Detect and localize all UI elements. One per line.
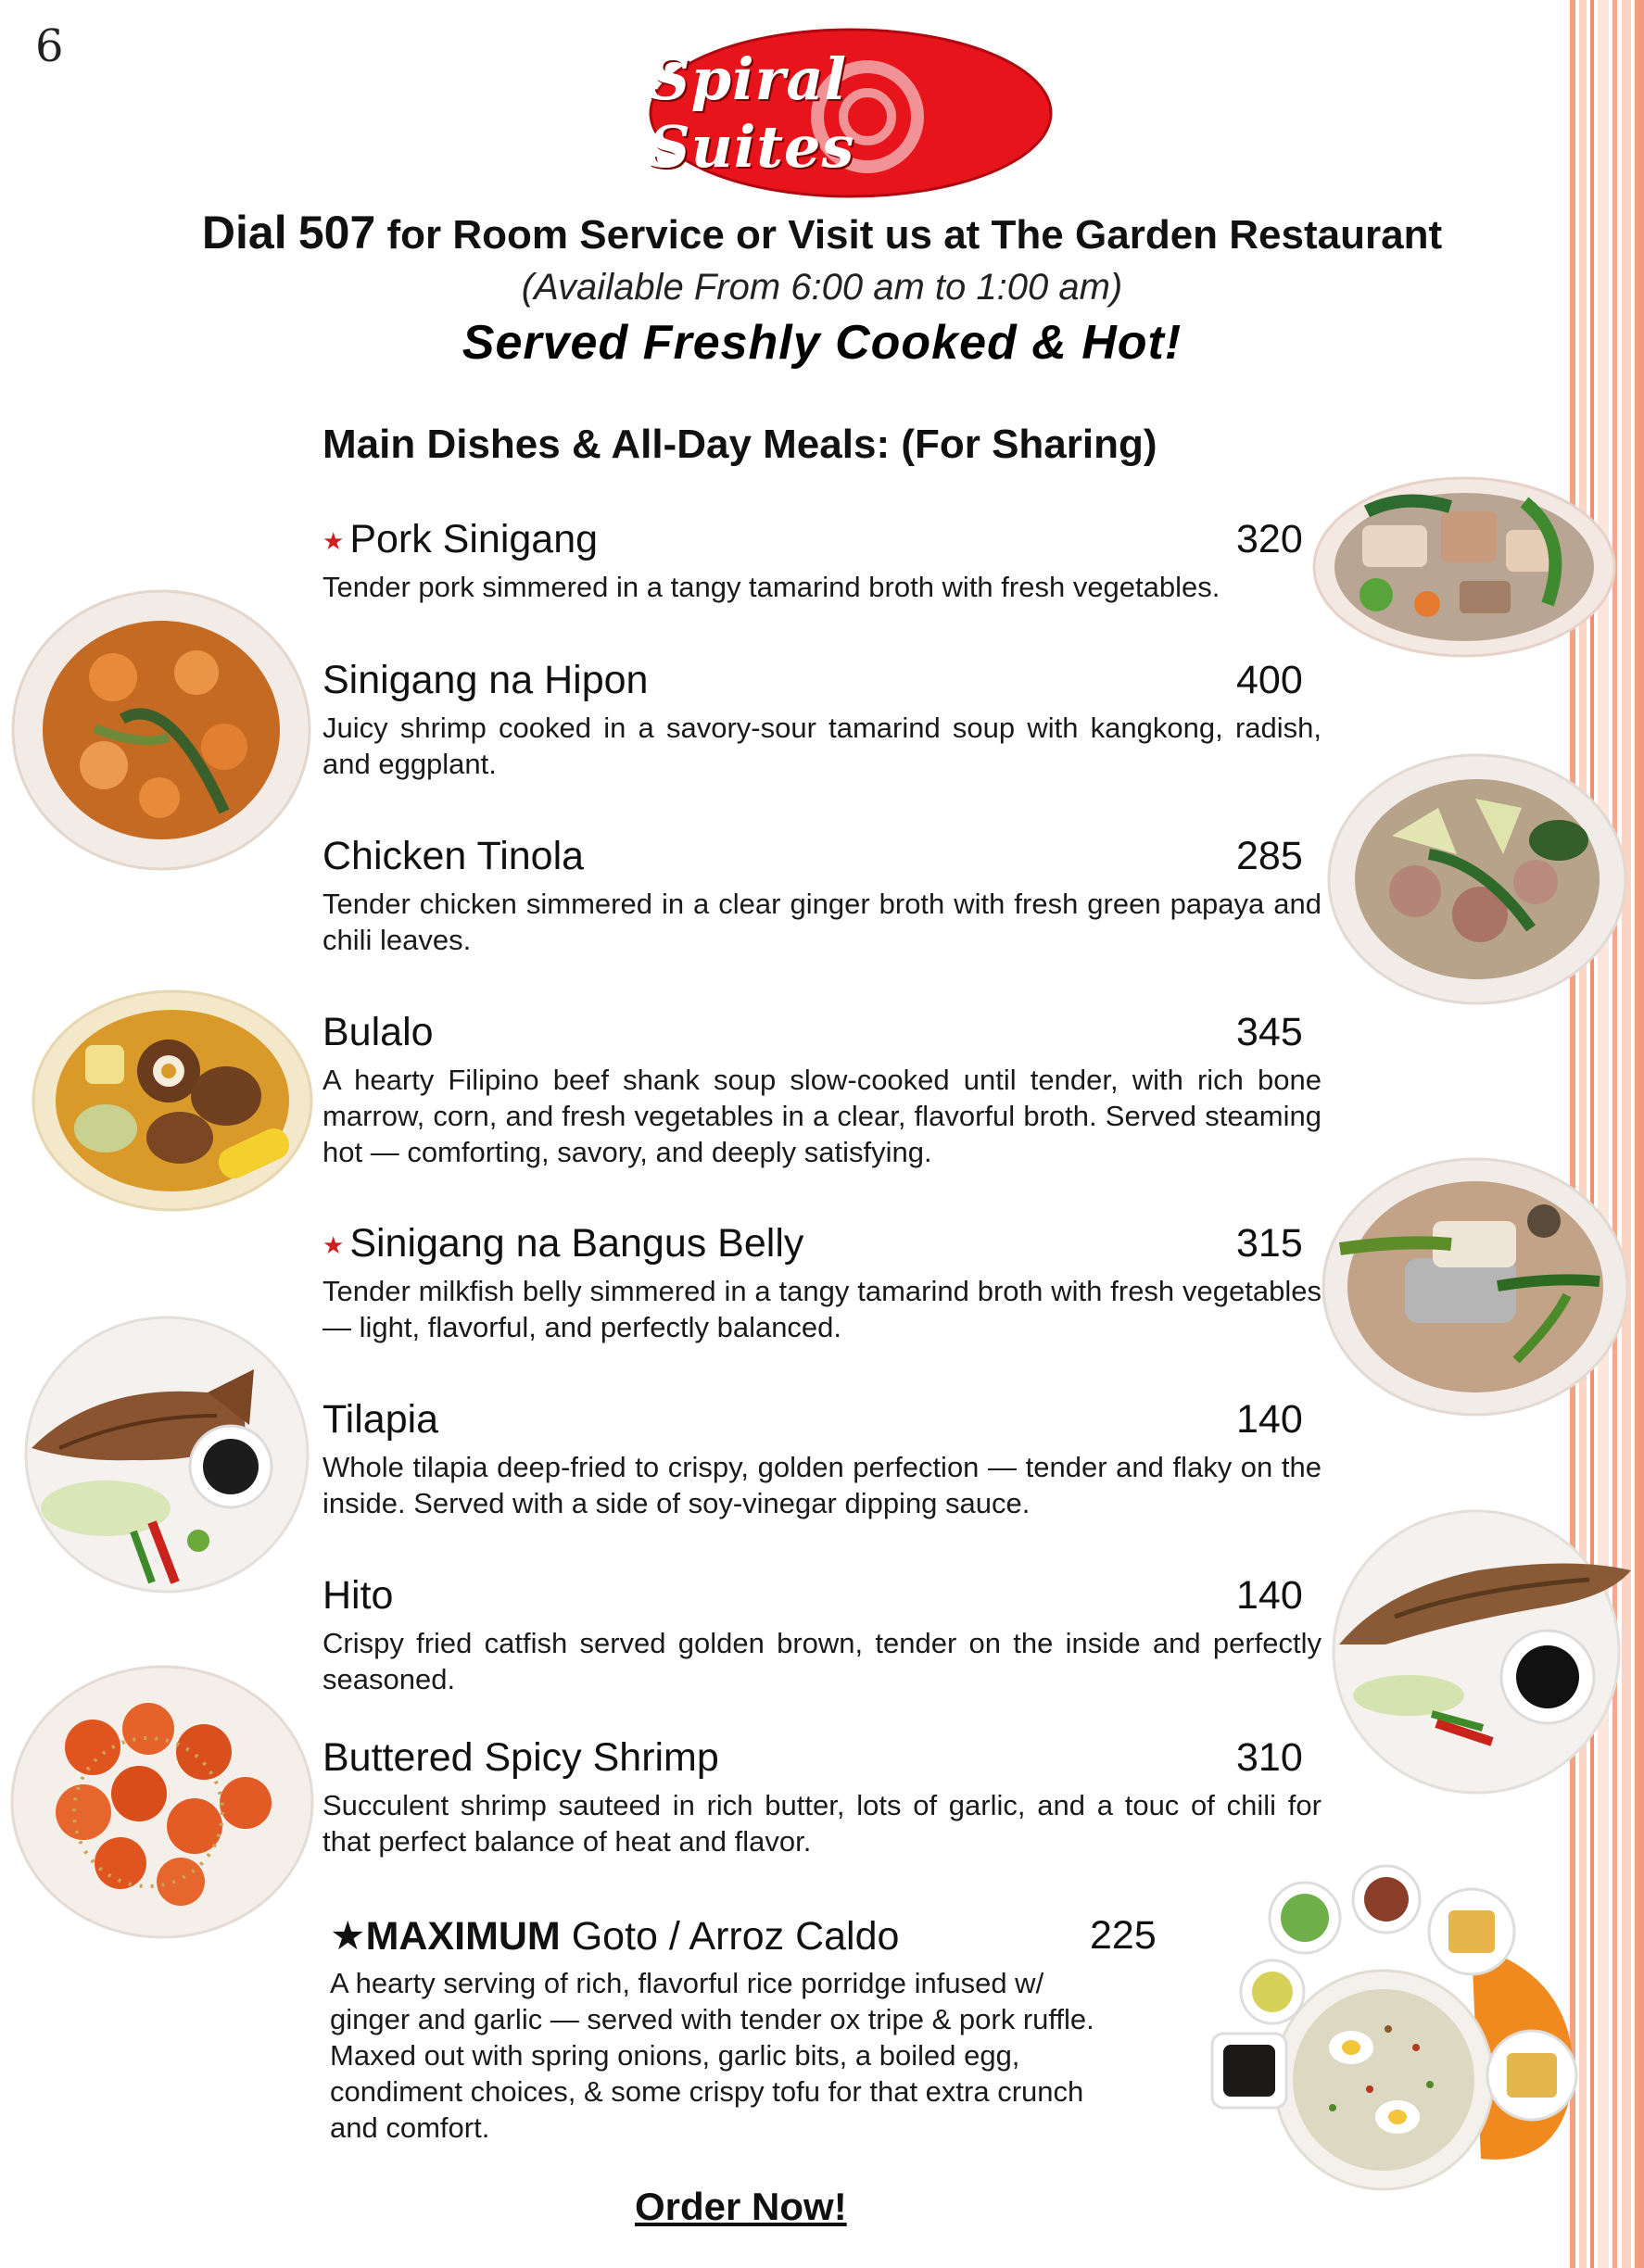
- star-icon: ★: [322, 527, 345, 556]
- item-price: 140: [1236, 1397, 1303, 1442]
- bulalo-photo: [32, 989, 314, 1212]
- item-name: Bulalo: [322, 1010, 434, 1054]
- page-number: 6: [35, 20, 64, 72]
- star-icon: ★: [322, 1231, 345, 1260]
- menu-item: [322, 517, 1323, 603]
- tagline: Served Freshly Cooked & Hot!: [462, 316, 1182, 370]
- chicken-tinola-photo: [1327, 752, 1628, 1007]
- item-price: 315: [1236, 1221, 1303, 1266]
- menu-item: [322, 1573, 1323, 1694]
- item-price: 320: [1236, 517, 1303, 561]
- item-price: 285: [1236, 834, 1303, 878]
- section-title: Main Dishes & All-Day Meals: (For Sharing): [322, 422, 1157, 467]
- tilapia-photo: [22, 1314, 311, 1596]
- item-description: Whole tilapia deep-fried to crispy, golden perfection — tender and flaky on the inside. Served with a side of soy-vinegar dipping sauce.: [322, 1451, 1322, 1519]
- item-name: ★ Pork Sinigang: [322, 517, 599, 561]
- item-price: 140: [1236, 1573, 1303, 1618]
- order-now-link[interactable]: Order Now!: [635, 2185, 847, 2228]
- item-description: A hearty serving of rich, flavorful rice porridge infused w/ ginger and garlic — served with tender ox tripe & pork ruffle. Maxed out with spring onions, garlic bits, a boiled egg, condiment choices, & some crispy tofu for that extra crunch and comfort.: [330, 1967, 1094, 2144]
- item-price: 400: [1236, 658, 1303, 702]
- item-price: 310: [1236, 1735, 1303, 1780]
- maximum-label: MAXIMUM: [365, 1914, 561, 1959]
- item-description: Tender milkfish belly simmered in a tangy tamarind broth with fresh vegetables — light, flavorful, and perfectly balanced.: [322, 1275, 1322, 1343]
- bangus-belly-photo: [1322, 1156, 1629, 1418]
- spiral-suites-logo: [649, 28, 1053, 198]
- special-item: [330, 1913, 1164, 2154]
- menu-item: [322, 834, 1323, 954]
- item-name: Buttered Spicy Shrimp: [322, 1735, 719, 1780]
- menu-item: [322, 1221, 1323, 1342]
- item-name: Chicken Tinola: [322, 834, 585, 878]
- item-description: Succulent shrimp sauteed in rich butter, lots of garlic, and a touc of chili for that perfect balance of heat and flavor.: [322, 1789, 1322, 1858]
- star-icon: ★: [330, 1914, 366, 1959]
- logo-wordmark: Spiral Suites: [649, 45, 855, 181]
- item-price: 225: [1090, 1913, 1157, 1958]
- item-price: 345: [1236, 1010, 1303, 1054]
- item-description: Tender pork simmered in a tangy tamarind broth with fresh vegetables.: [322, 571, 1220, 603]
- item-description: Juicy shrimp cooked in a savory-sour tamarind soup with kangkong, radish, and eggplant.: [322, 712, 1322, 780]
- item-description: A hearty Filipino beef shank soup slow-cooked until tender, with rich bone marrow, corn, and fresh vegetables in a clear, flavorful broth. Served steaming hot — comforting, savory, and deeply satisfying.: [322, 1064, 1322, 1168]
- goto-arroz-caldo-photo: [1175, 1862, 1601, 2205]
- item-name: ★MAXIMUM Goto / Arroz Caldo: [330, 1914, 900, 1959]
- item-name: Sinigang na Hipon: [322, 658, 649, 702]
- item-description: Crispy fried catfish served golden brown, tender on the inside and perfectly seasoned.: [322, 1627, 1322, 1695]
- room-service-line: Dial 507 for Room Service or Visit us at The Garden Restaurant: [201, 207, 1443, 258]
- pork-sinigang-photo: [1311, 474, 1617, 660]
- item-name: ★ Sinigang na Bangus Belly: [322, 1221, 804, 1266]
- availability-hours: (Available From 6:00 am to 1:00 am): [521, 267, 1123, 308]
- item-name: Tilapia: [322, 1397, 439, 1442]
- buttered-shrimp-photo: [9, 1664, 315, 1940]
- sinigang-na-hipon-photo: [11, 589, 312, 872]
- item-name: Hito: [322, 1573, 394, 1618]
- hito-photo: [1330, 1506, 1636, 1797]
- menu-item: [322, 1397, 1323, 1518]
- menu-item: [322, 1010, 1323, 1167]
- menu-item: [322, 1735, 1323, 1856]
- item-description: Tender chicken simmered in a clear ginger broth with fresh green papaya and chili leaves.: [322, 888, 1322, 956]
- menu-item: [322, 658, 1323, 778]
